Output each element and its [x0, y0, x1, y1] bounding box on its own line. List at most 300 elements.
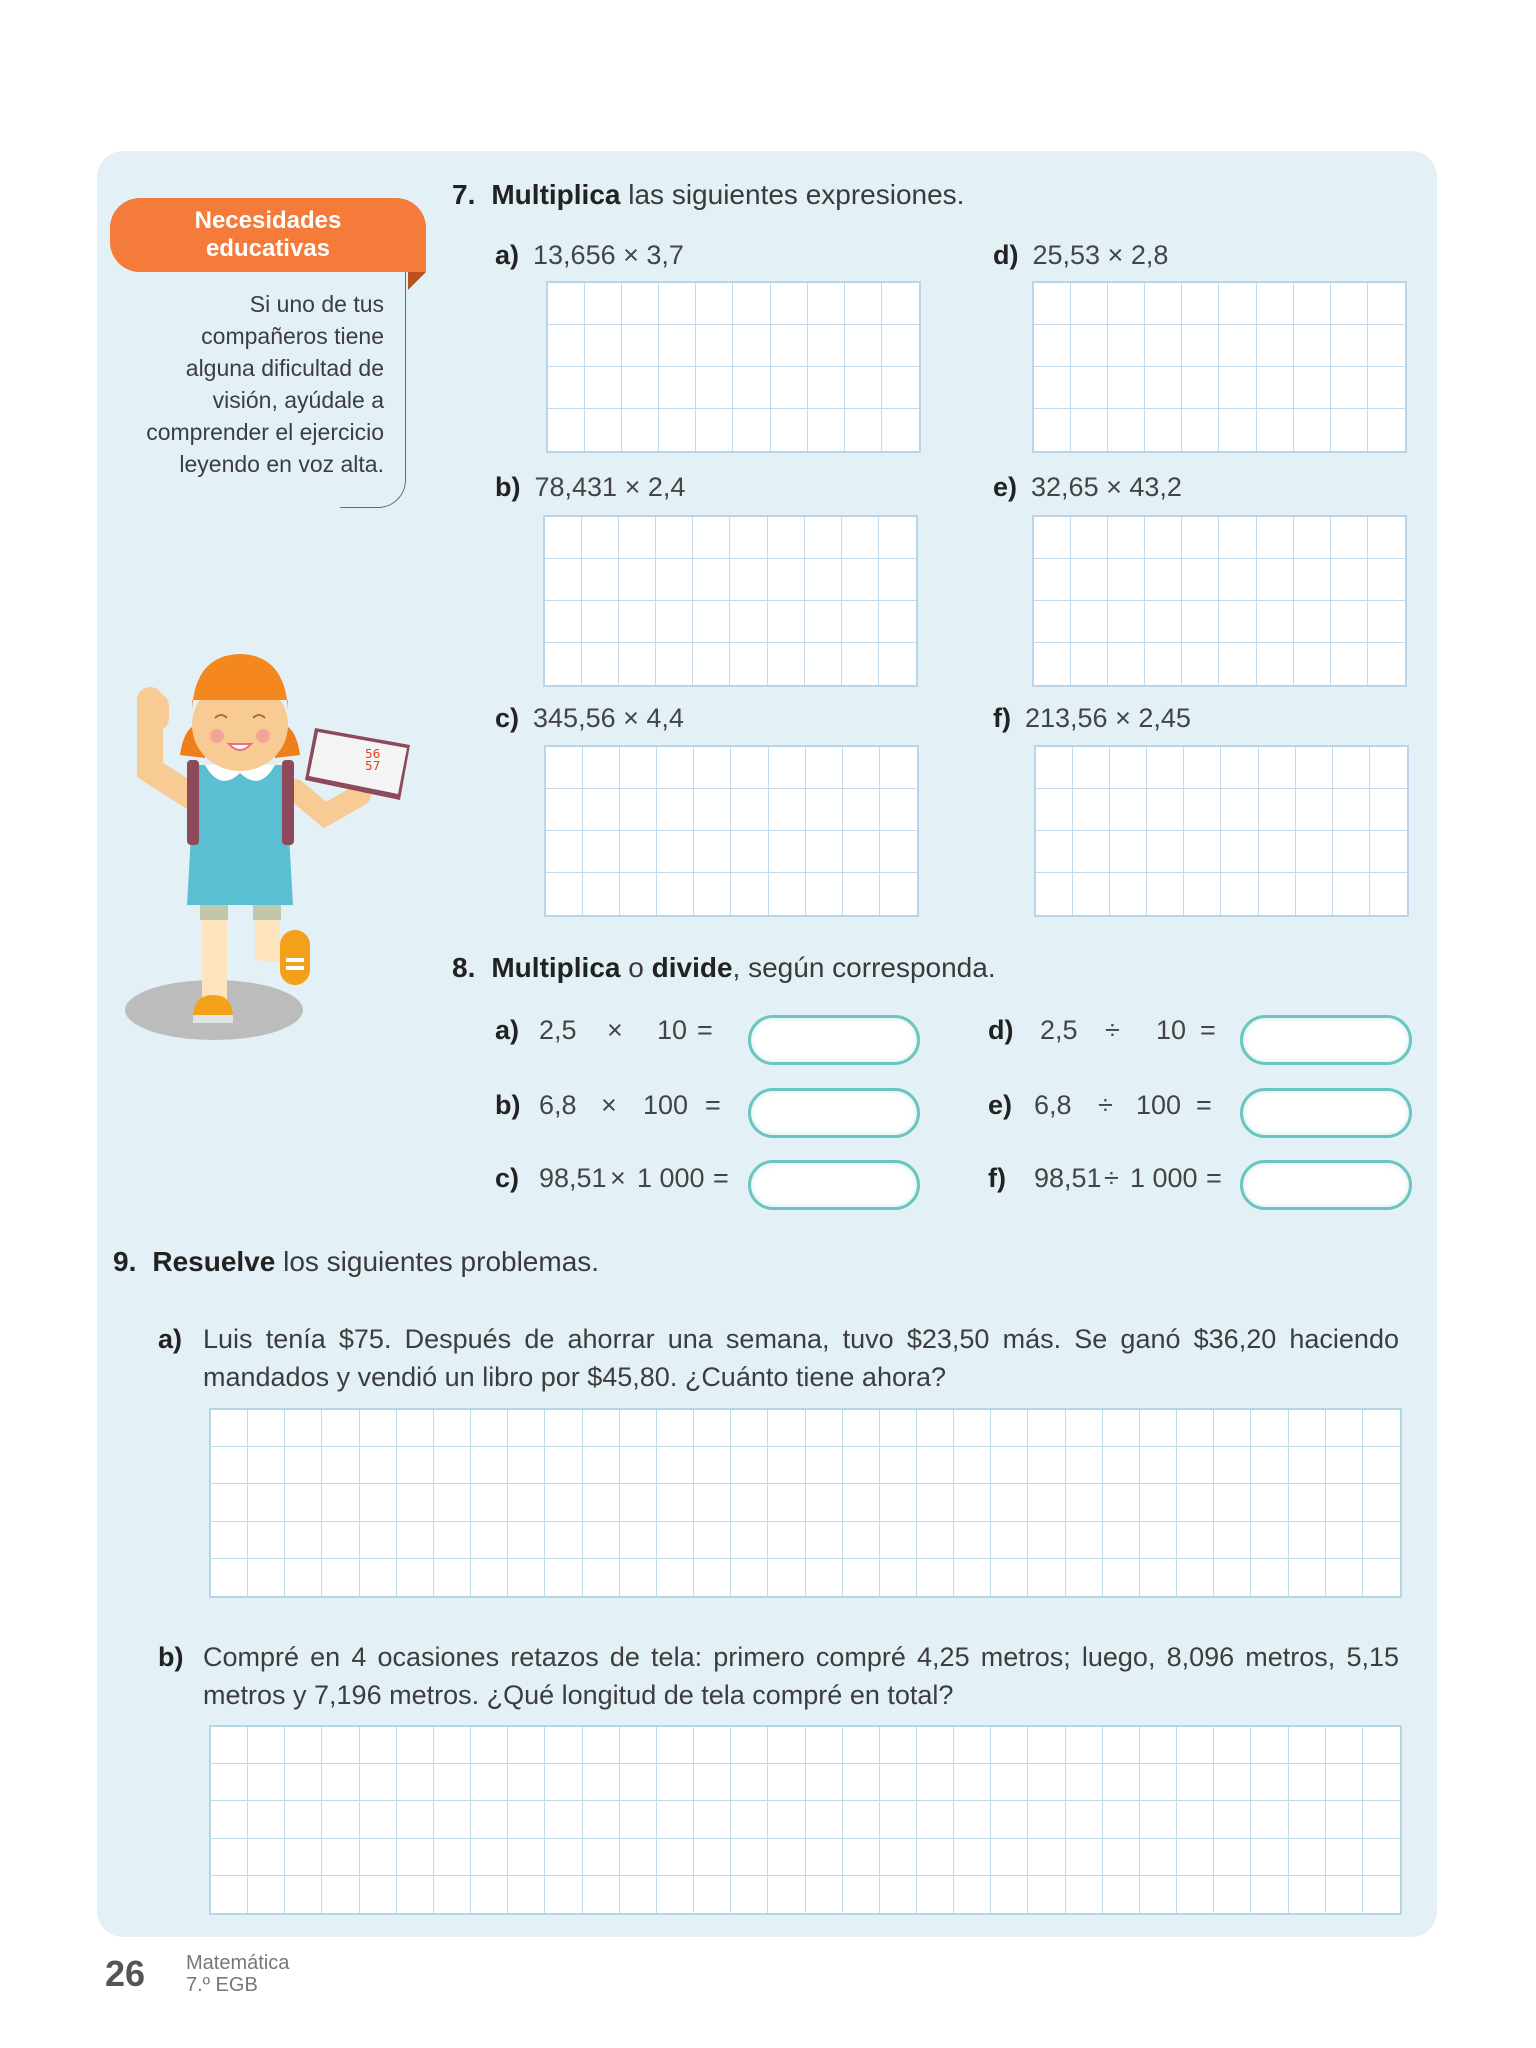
- grid-cell[interactable]: [1177, 1727, 1214, 1764]
- grid-cell[interactable]: [696, 409, 733, 451]
- grid-cell[interactable]: [583, 1839, 620, 1876]
- grid-cell[interactable]: [917, 1522, 954, 1559]
- grid-cell[interactable]: [248, 1727, 285, 1764]
- grid-cell[interactable]: [583, 1559, 620, 1596]
- grid-cell[interactable]: [1147, 789, 1184, 831]
- grid-cell[interactable]: [808, 367, 845, 409]
- grid-cell[interactable]: [622, 325, 659, 367]
- grid-cell[interactable]: [656, 643, 693, 685]
- grid-cell[interactable]: [397, 1559, 434, 1596]
- grid-cell[interactable]: [360, 1801, 397, 1838]
- grid-cell[interactable]: [991, 1484, 1028, 1521]
- grid-cell[interactable]: [322, 1522, 359, 1559]
- grid-cell[interactable]: [694, 1876, 731, 1913]
- grid-cell[interactable]: [806, 789, 843, 831]
- grid-cell[interactable]: [546, 789, 583, 831]
- grid-cell[interactable]: [954, 1410, 991, 1447]
- grid-cell[interactable]: [1326, 1410, 1363, 1447]
- grid-cell[interactable]: [656, 517, 693, 559]
- grid-cell[interactable]: [1368, 283, 1405, 325]
- grid-cell[interactable]: [1066, 1839, 1103, 1876]
- grid-cell[interactable]: [1028, 1447, 1065, 1484]
- grid-cell[interactable]: [917, 1764, 954, 1801]
- grid-cell[interactable]: [1147, 747, 1184, 789]
- grid-cell[interactable]: [1073, 747, 1110, 789]
- grid-cell[interactable]: [694, 1484, 731, 1521]
- grid-cell[interactable]: [1214, 1876, 1251, 1913]
- grid-cell[interactable]: [1182, 409, 1219, 451]
- grid-cell[interactable]: [1331, 409, 1368, 451]
- grid-cell[interactable]: [771, 325, 808, 367]
- grid-cell[interactable]: [1177, 1764, 1214, 1801]
- grid-cell[interactable]: [360, 1522, 397, 1559]
- grid-cell[interactable]: [545, 1410, 582, 1447]
- grid-cell[interactable]: [842, 601, 879, 643]
- grid-cell[interactable]: [771, 409, 808, 451]
- grid-cell[interactable]: [657, 1447, 694, 1484]
- grid-cell[interactable]: [1036, 789, 1073, 831]
- grid-cell[interactable]: [1219, 559, 1256, 601]
- grid-cell[interactable]: [434, 1876, 471, 1913]
- grid-cell[interactable]: [1333, 747, 1370, 789]
- grid-cell[interactable]: [1368, 517, 1405, 559]
- grid-cell[interactable]: [1034, 601, 1071, 643]
- grid-cell[interactable]: [508, 1876, 545, 1913]
- grid-cell[interactable]: [768, 1764, 805, 1801]
- answer-field-b[interactable]: [748, 1088, 920, 1138]
- grid-cell[interactable]: [285, 1839, 322, 1876]
- grid-cell[interactable]: [1219, 325, 1256, 367]
- grid-cell[interactable]: [1368, 601, 1405, 643]
- grid-cell[interactable]: [657, 1764, 694, 1801]
- grid-cell[interactable]: [1108, 409, 1145, 451]
- grid-cell[interactable]: [805, 601, 842, 643]
- grid-cell[interactable]: [1182, 559, 1219, 601]
- grid-cell[interactable]: [619, 559, 656, 601]
- grid-cell[interactable]: [619, 601, 656, 643]
- grid-cell[interactable]: [211, 1839, 248, 1876]
- grid-cell[interactable]: [397, 1484, 434, 1521]
- grid-cell[interactable]: [843, 1522, 880, 1559]
- grid-cell[interactable]: [1294, 409, 1331, 451]
- grid-cell[interactable]: [471, 1559, 508, 1596]
- grid-cell[interactable]: [1140, 1764, 1177, 1801]
- grid-cell[interactable]: [1214, 1484, 1251, 1521]
- grid-cell[interactable]: [546, 831, 583, 873]
- grid-cell[interactable]: [1368, 409, 1405, 451]
- grid-cell[interactable]: [806, 1764, 843, 1801]
- grid-cell[interactable]: [1108, 601, 1145, 643]
- grid-cell[interactable]: [1363, 1727, 1400, 1764]
- grid-cell[interactable]: [1066, 1447, 1103, 1484]
- grid-cell[interactable]: [1182, 367, 1219, 409]
- grid-cell[interactable]: [1034, 367, 1071, 409]
- grid-cell[interactable]: [360, 1559, 397, 1596]
- grid-cell[interactable]: [1034, 283, 1071, 325]
- ex7-grid-f[interactable]: [1034, 745, 1409, 917]
- grid-cell[interactable]: [806, 1876, 843, 1913]
- grid-cell[interactable]: [768, 1727, 805, 1764]
- grid-cell[interactable]: [768, 1801, 805, 1838]
- grid-cell[interactable]: [1219, 409, 1256, 451]
- grid-cell[interactable]: [954, 1764, 991, 1801]
- grid-cell[interactable]: [1145, 325, 1182, 367]
- grid-cell[interactable]: [1294, 517, 1331, 559]
- grid-cell[interactable]: [1214, 1727, 1251, 1764]
- grid-cell[interactable]: [657, 873, 694, 915]
- grid-cell[interactable]: [620, 1559, 657, 1596]
- grid-cell[interactable]: [397, 1764, 434, 1801]
- grid-cell[interactable]: [1331, 517, 1368, 559]
- grid-cell[interactable]: [917, 1559, 954, 1596]
- grid-cell[interactable]: [1066, 1559, 1103, 1596]
- grid-cell[interactable]: [1071, 643, 1108, 685]
- grid-cell[interactable]: [434, 1764, 471, 1801]
- grid-cell[interactable]: [322, 1876, 359, 1913]
- grid-cell[interactable]: [845, 283, 882, 325]
- grid-cell[interactable]: [954, 1876, 991, 1913]
- grid-cell[interactable]: [211, 1727, 248, 1764]
- grid-cell[interactable]: [622, 283, 659, 325]
- grid-cell[interactable]: [585, 367, 622, 409]
- grid-cell[interactable]: [1289, 1764, 1326, 1801]
- grid-cell[interactable]: [917, 1801, 954, 1838]
- grid-cell[interactable]: [880, 1764, 917, 1801]
- grid-cell[interactable]: [1294, 283, 1331, 325]
- grid-cell[interactable]: [1145, 559, 1182, 601]
- grid-cell[interactable]: [954, 1447, 991, 1484]
- grid-cell[interactable]: [1289, 1410, 1326, 1447]
- grid-cell[interactable]: [471, 1764, 508, 1801]
- grid-cell[interactable]: [545, 1876, 582, 1913]
- grid-cell[interactable]: [1108, 283, 1145, 325]
- grid-cell[interactable]: [991, 1559, 1028, 1596]
- grid-cell[interactable]: [1326, 1559, 1363, 1596]
- answer-field-d[interactable]: [1240, 1015, 1412, 1065]
- grid-cell[interactable]: [583, 1522, 620, 1559]
- grid-cell[interactable]: [693, 559, 730, 601]
- grid-cell[interactable]: [1028, 1727, 1065, 1764]
- grid-cell[interactable]: [768, 1484, 805, 1521]
- answer-field-f[interactable]: [1240, 1160, 1412, 1210]
- grid-cell[interactable]: [1221, 831, 1258, 873]
- grid-cell[interactable]: [211, 1801, 248, 1838]
- grid-cell[interactable]: [1219, 517, 1256, 559]
- grid-cell[interactable]: [1257, 643, 1294, 685]
- grid-cell[interactable]: [545, 1447, 582, 1484]
- grid-cell[interactable]: [1182, 643, 1219, 685]
- grid-cell[interactable]: [434, 1559, 471, 1596]
- grid-cell[interactable]: [1071, 559, 1108, 601]
- grid-cell[interactable]: [1110, 789, 1147, 831]
- grid-cell[interactable]: [285, 1727, 322, 1764]
- grid-cell[interactable]: [879, 601, 916, 643]
- grid-cell[interactable]: [471, 1839, 508, 1876]
- grid-cell[interactable]: [1251, 1410, 1288, 1447]
- grid-cell[interactable]: [1214, 1839, 1251, 1876]
- grid-cell[interactable]: [694, 1839, 731, 1876]
- grid-cell[interactable]: [1370, 831, 1407, 873]
- grid-cell[interactable]: [1103, 1484, 1140, 1521]
- grid-cell[interactable]: [806, 1727, 843, 1764]
- grid-cell[interactable]: [1073, 789, 1110, 831]
- grid-cell[interactable]: [879, 559, 916, 601]
- grid-cell[interactable]: [806, 831, 843, 873]
- grid-cell[interactable]: [657, 1559, 694, 1596]
- grid-cell[interactable]: [1370, 789, 1407, 831]
- grid-cell[interactable]: [322, 1559, 359, 1596]
- grid-cell[interactable]: [211, 1764, 248, 1801]
- grid-cell[interactable]: [731, 1484, 768, 1521]
- grid-cell[interactable]: [1073, 873, 1110, 915]
- grid-cell[interactable]: [620, 747, 657, 789]
- grid-cell[interactable]: [1145, 409, 1182, 451]
- grid-cell[interactable]: [434, 1484, 471, 1521]
- grid-cell[interactable]: [285, 1801, 322, 1838]
- grid-cell[interactable]: [619, 517, 656, 559]
- grid-cell[interactable]: [879, 517, 916, 559]
- grid-cell[interactable]: [583, 873, 620, 915]
- grid-cell[interactable]: [360, 1447, 397, 1484]
- grid-cell[interactable]: [954, 1522, 991, 1559]
- grid-cell[interactable]: [583, 1410, 620, 1447]
- grid-cell[interactable]: [434, 1410, 471, 1447]
- grid-cell[interactable]: [1066, 1801, 1103, 1838]
- grid-cell[interactable]: [1219, 643, 1256, 685]
- grid-cell[interactable]: [991, 1839, 1028, 1876]
- grid-cell[interactable]: [1140, 1484, 1177, 1521]
- grid-cell[interactable]: [545, 1559, 582, 1596]
- grid-cell[interactable]: [434, 1801, 471, 1838]
- grid-cell[interactable]: [360, 1764, 397, 1801]
- grid-cell[interactable]: [285, 1484, 322, 1521]
- grid-cell[interactable]: [1331, 643, 1368, 685]
- grid-cell[interactable]: [1326, 1801, 1363, 1838]
- grid-cell[interactable]: [322, 1764, 359, 1801]
- grid-cell[interactable]: [768, 1876, 805, 1913]
- grid-cell[interactable]: [1251, 1484, 1288, 1521]
- grid-cell[interactable]: [1071, 409, 1108, 451]
- grid-cell[interactable]: [1182, 325, 1219, 367]
- grid-cell[interactable]: [1147, 873, 1184, 915]
- grid-cell[interactable]: [360, 1410, 397, 1447]
- grid-cell[interactable]: [917, 1410, 954, 1447]
- grid-cell[interactable]: [545, 1727, 582, 1764]
- grid-cell[interactable]: [659, 409, 696, 451]
- grid-cell[interactable]: [248, 1484, 285, 1521]
- grid-cell[interactable]: [1140, 1522, 1177, 1559]
- ex7-grid-c[interactable]: [544, 745, 919, 917]
- grid-cell[interactable]: [583, 789, 620, 831]
- grid-cell[interactable]: [211, 1876, 248, 1913]
- grid-cell[interactable]: [843, 1727, 880, 1764]
- grid-cell[interactable]: [731, 831, 768, 873]
- grid-cell[interactable]: [1073, 831, 1110, 873]
- grid-cell[interactable]: [657, 1484, 694, 1521]
- grid-cell[interactable]: [545, 601, 582, 643]
- grid-cell[interactable]: [397, 1522, 434, 1559]
- grid-cell[interactable]: [248, 1876, 285, 1913]
- grid-cell[interactable]: [620, 789, 657, 831]
- grid-cell[interactable]: [582, 643, 619, 685]
- grid-cell[interactable]: [397, 1876, 434, 1913]
- ex7-grid-e[interactable]: [1032, 515, 1407, 687]
- grid-cell[interactable]: [1108, 559, 1145, 601]
- grid-cell[interactable]: [1289, 1801, 1326, 1838]
- ex7-grid-b[interactable]: [543, 515, 918, 687]
- grid-cell[interactable]: [1028, 1522, 1065, 1559]
- grid-cell[interactable]: [211, 1522, 248, 1559]
- grid-cell[interactable]: [694, 1410, 731, 1447]
- grid-cell[interactable]: [843, 1876, 880, 1913]
- grid-cell[interactable]: [1140, 1559, 1177, 1596]
- grid-cell[interactable]: [657, 1876, 694, 1913]
- answer-field-a[interactable]: [748, 1015, 920, 1065]
- grid-cell[interactable]: [954, 1801, 991, 1838]
- grid-cell[interactable]: [694, 747, 731, 789]
- grid-cell[interactable]: [1071, 325, 1108, 367]
- grid-cell[interactable]: [1214, 1522, 1251, 1559]
- grid-cell[interactable]: [1066, 1484, 1103, 1521]
- grid-cell[interactable]: [880, 1727, 917, 1764]
- grid-cell[interactable]: [1177, 1447, 1214, 1484]
- grid-cell[interactable]: [694, 1522, 731, 1559]
- grid-cell[interactable]: [1257, 409, 1294, 451]
- grid-cell[interactable]: [917, 1876, 954, 1913]
- grid-cell[interactable]: [733, 409, 770, 451]
- grid-cell[interactable]: [1145, 517, 1182, 559]
- grid-cell[interactable]: [620, 1839, 657, 1876]
- grid-cell[interactable]: [806, 1447, 843, 1484]
- grid-cell[interactable]: [806, 1839, 843, 1876]
- grid-cell[interactable]: [1333, 873, 1370, 915]
- grid-cell[interactable]: [583, 1484, 620, 1521]
- grid-cell[interactable]: [1028, 1764, 1065, 1801]
- grid-cell[interactable]: [882, 283, 919, 325]
- grid-cell[interactable]: [1182, 601, 1219, 643]
- grid-cell[interactable]: [546, 873, 583, 915]
- grid-cell[interactable]: [583, 831, 620, 873]
- grid-cell[interactable]: [805, 643, 842, 685]
- grid-cell[interactable]: [322, 1484, 359, 1521]
- grid-cell[interactable]: [585, 325, 622, 367]
- grid-cell[interactable]: [471, 1727, 508, 1764]
- grid-cell[interactable]: [843, 873, 880, 915]
- grid-cell[interactable]: [1251, 1727, 1288, 1764]
- grid-cell[interactable]: [585, 409, 622, 451]
- grid-cell[interactable]: [1259, 789, 1296, 831]
- grid-cell[interactable]: [285, 1764, 322, 1801]
- grid-cell[interactable]: [880, 1839, 917, 1876]
- grid-cell[interactable]: [1066, 1522, 1103, 1559]
- grid-cell[interactable]: [694, 1727, 731, 1764]
- grid-cell[interactable]: [1331, 601, 1368, 643]
- grid-cell[interactable]: [1331, 325, 1368, 367]
- grid-cell[interactable]: [659, 283, 696, 325]
- grid-cell[interactable]: [622, 367, 659, 409]
- grid-cell[interactable]: [620, 873, 657, 915]
- grid-cell[interactable]: [1066, 1764, 1103, 1801]
- grid-cell[interactable]: [1331, 283, 1368, 325]
- grid-cell[interactable]: [768, 1522, 805, 1559]
- grid-cell[interactable]: [880, 873, 917, 915]
- grid-cell[interactable]: [917, 1727, 954, 1764]
- grid-cell[interactable]: [1140, 1801, 1177, 1838]
- grid-cell[interactable]: [508, 1801, 545, 1838]
- grid-cell[interactable]: [620, 1764, 657, 1801]
- grid-cell[interactable]: [1140, 1410, 1177, 1447]
- grid-cell[interactable]: [1368, 559, 1405, 601]
- grid-cell[interactable]: [1028, 1410, 1065, 1447]
- grid-cell[interactable]: [322, 1801, 359, 1838]
- grid-cell[interactable]: [694, 1447, 731, 1484]
- grid-cell[interactable]: [880, 1559, 917, 1596]
- grid-cell[interactable]: [769, 831, 806, 873]
- grid-cell[interactable]: [1108, 643, 1145, 685]
- grid-cell[interactable]: [696, 325, 733, 367]
- grid-cell[interactable]: [1108, 517, 1145, 559]
- grid-cell[interactable]: [657, 747, 694, 789]
- grid-cell[interactable]: [1294, 367, 1331, 409]
- grid-cell[interactable]: [248, 1410, 285, 1447]
- grid-cell[interactable]: [471, 1801, 508, 1838]
- grid-cell[interactable]: [1289, 1447, 1326, 1484]
- grid-cell[interactable]: [583, 1876, 620, 1913]
- grid-cell[interactable]: [1214, 1801, 1251, 1838]
- grid-cell[interactable]: [696, 283, 733, 325]
- grid-cell[interactable]: [694, 873, 731, 915]
- grid-cell[interactable]: [657, 789, 694, 831]
- grid-cell[interactable]: [1177, 1522, 1214, 1559]
- grid-cell[interactable]: [806, 747, 843, 789]
- grid-cell[interactable]: [991, 1410, 1028, 1447]
- grid-cell[interactable]: [1289, 1876, 1326, 1913]
- grid-cell[interactable]: [1028, 1484, 1065, 1521]
- grid-cell[interactable]: [659, 367, 696, 409]
- grid-cell[interactable]: [248, 1559, 285, 1596]
- grid-cell[interactable]: [1363, 1447, 1400, 1484]
- grid-cell[interactable]: [545, 1484, 582, 1521]
- grid-cell[interactable]: [583, 1801, 620, 1838]
- grid-cell[interactable]: [545, 517, 582, 559]
- grid-cell[interactable]: [731, 1801, 768, 1838]
- grid-cell[interactable]: [1363, 1876, 1400, 1913]
- grid-cell[interactable]: [1251, 1764, 1288, 1801]
- grid-cell[interactable]: [657, 1522, 694, 1559]
- grid-cell[interactable]: [1326, 1447, 1363, 1484]
- grid-cell[interactable]: [843, 1801, 880, 1838]
- grid-cell[interactable]: [1257, 559, 1294, 601]
- grid-cell[interactable]: [1257, 283, 1294, 325]
- grid-cell[interactable]: [1331, 559, 1368, 601]
- grid-cell[interactable]: [545, 559, 582, 601]
- grid-cell[interactable]: [471, 1876, 508, 1913]
- grid-cell[interactable]: [1182, 517, 1219, 559]
- grid-cell[interactable]: [1103, 1727, 1140, 1764]
- grid-cell[interactable]: [880, 747, 917, 789]
- grid-cell[interactable]: [696, 367, 733, 409]
- grid-cell[interactable]: [248, 1447, 285, 1484]
- grid-cell[interactable]: [991, 1801, 1028, 1838]
- grid-cell[interactable]: [1028, 1876, 1065, 1913]
- grid-cell[interactable]: [657, 1839, 694, 1876]
- grid-cell[interactable]: [731, 1559, 768, 1596]
- grid-cell[interactable]: [694, 1801, 731, 1838]
- grid-cell[interactable]: [768, 643, 805, 685]
- grid-cell[interactable]: [1028, 1839, 1065, 1876]
- grid-cell[interactable]: [545, 643, 582, 685]
- grid-cell[interactable]: [285, 1447, 322, 1484]
